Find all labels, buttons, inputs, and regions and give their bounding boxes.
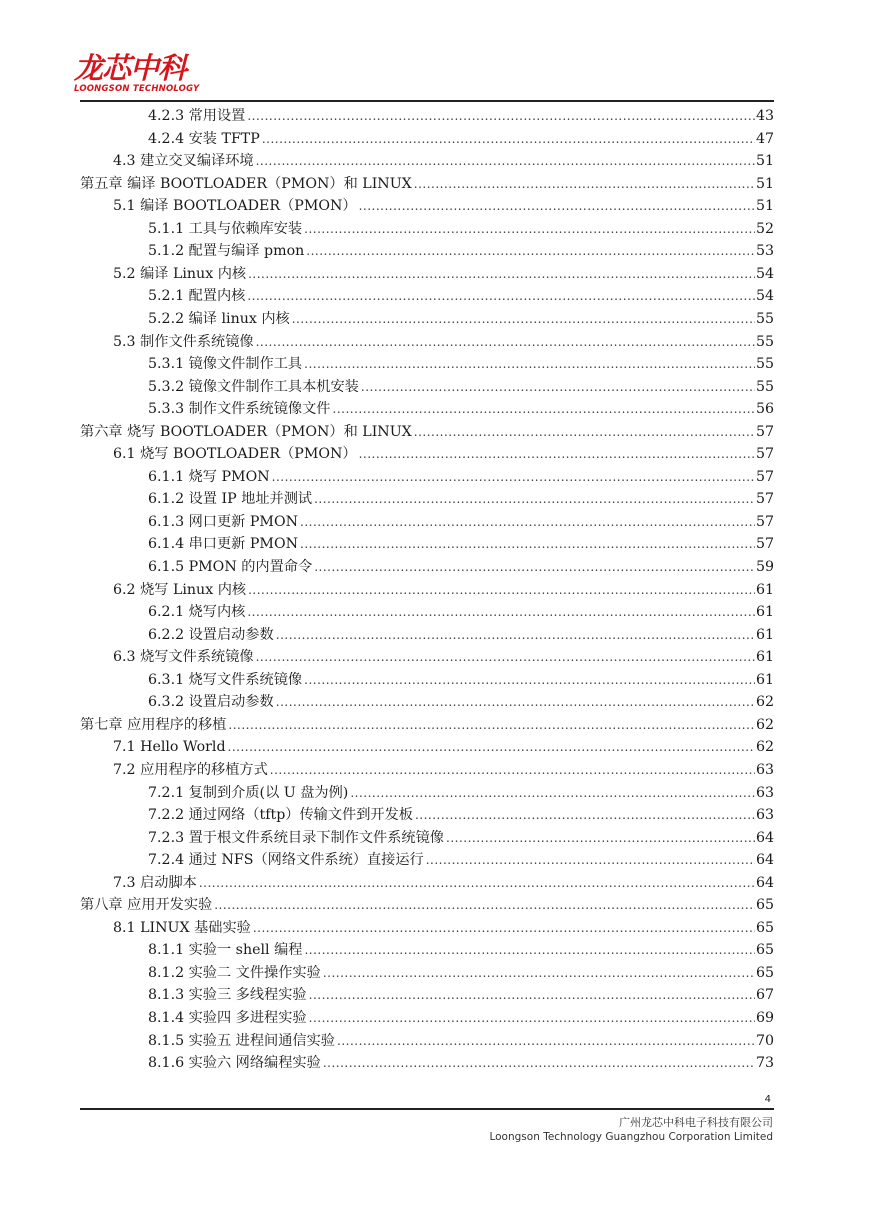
toc-dot-leader [248, 579, 755, 601]
toc-entry[interactable] [113, 579, 774, 601]
toc-entry[interactable] [148, 849, 774, 871]
toc-entry[interactable] [148, 669, 774, 691]
footer-divider [80, 1108, 774, 1110]
toc-entry-page: 56 [755, 401, 774, 418]
toc-entry-title: 第五章 编译 BOOTLOADER（PMON）和 LINUX [80, 175, 412, 192]
toc-entry-title: 7.2 应用程序的移植方式 [113, 761, 268, 778]
toc-entry[interactable] [148, 466, 774, 488]
toc-entry-page: 63 [755, 807, 774, 824]
toc-dot-leader [415, 804, 755, 826]
toc-dot-leader [306, 240, 755, 262]
toc-entry-page: 47 [755, 130, 774, 147]
toc-entry[interactable] [148, 939, 774, 961]
toc-entry[interactable] [113, 150, 774, 172]
toc-entry[interactable] [148, 1007, 774, 1029]
toc-entry[interactable] [148, 556, 774, 578]
toc-entry[interactable] [148, 1052, 774, 1074]
toc-entry-title: 5.1.1 工具与依赖库安装 [148, 220, 303, 237]
toc-entry[interactable] [113, 195, 774, 217]
toc-entry-page: 57 [755, 513, 774, 530]
toc-entry-page: 64 [755, 852, 774, 869]
toc-entry[interactable] [148, 511, 774, 533]
toc-dot-leader [272, 466, 755, 488]
toc-entry-page: 55 [755, 356, 774, 373]
toc-entry-title: 6.3.2 设置启动参数 [148, 694, 274, 711]
toc-entry-page: 64 [755, 874, 774, 891]
toc-entry-title: 7.2.2 通过网络（tftp）传输文件到开发板 [148, 807, 413, 824]
toc-entry[interactable] [148, 105, 774, 127]
toc-entry-page: 73 [755, 1055, 774, 1072]
toc-entry-page: 70 [755, 1032, 774, 1049]
toc-entry-page: 61 [755, 626, 774, 643]
toc-entry-title: 第八章 应用开发实验 [80, 897, 213, 914]
footer-company-cn: 广州龙芯中科电子科技有限公司 [619, 1116, 773, 1129]
toc-dot-leader [314, 556, 755, 578]
toc-entry[interactable] [148, 691, 774, 713]
toc-entry[interactable] [148, 804, 774, 826]
toc-dot-leader [270, 759, 755, 781]
toc-dot-leader [228, 736, 755, 758]
toc-dot-leader [304, 669, 755, 691]
toc-entry[interactable] [148, 240, 774, 262]
toc-entry-page: 53 [755, 243, 774, 260]
toc-dot-leader [333, 398, 755, 420]
toc-entry[interactable] [148, 285, 774, 307]
toc-entry-page: 61 [755, 671, 774, 688]
toc-dot-leader [337, 1030, 755, 1052]
toc-entry-title: 6.1 烧写 BOOTLOADER（PMON） [113, 446, 357, 463]
logo-chinese-text: 龙芯中科 [74, 51, 187, 85]
toc-entry-page: 65 [755, 964, 774, 981]
toc-entry[interactable] [80, 173, 774, 195]
toc-dot-leader [426, 849, 755, 871]
toc-dot-leader [247, 105, 755, 127]
toc-entry-title: 7.2.4 通过 NFS（网络文件系统）直接运行 [148, 852, 424, 869]
toc-entry-title: 5.2 编译 Linux 内核 [113, 265, 247, 282]
toc-entry-page: 64 [755, 829, 774, 846]
toc-entry-title: 8.1.3 实验三 多线程实验 [148, 987, 307, 1004]
toc-entry-title: 6.1.4 串口更新 PMON [148, 536, 298, 553]
toc-entry[interactable] [148, 376, 774, 398]
toc-entry-page: 52 [755, 220, 774, 237]
toc-entry[interactable] [113, 872, 774, 894]
toc-dot-leader [304, 218, 755, 240]
toc-dot-leader [228, 714, 755, 736]
toc-entry-title: 6.1.1 烧写 PMON [148, 468, 270, 485]
footer-company-en: Loongson Technology Guangzhou Corporation Limited [489, 1131, 773, 1143]
toc-dot-leader [248, 263, 755, 285]
toc-entry-title: 6.3 烧写文件系统镜像 [113, 649, 254, 666]
toc-entry-title: 7.2.1 复制到介质(以 U 盘为例) [148, 784, 349, 801]
toc-entry[interactable] [148, 218, 774, 240]
toc-entry-page: 69 [755, 1010, 774, 1026]
toc-entry-title: 第七章 应用程序的移植 [80, 716, 227, 733]
toc-entry-page: 65 [755, 897, 774, 914]
toc-entry-title: 5.1 编译 BOOTLOADER（PMON） [113, 198, 357, 215]
toc-entry[interactable] [80, 894, 774, 916]
toc-entry[interactable] [148, 782, 774, 804]
toc-entry-page: 55 [755, 310, 774, 327]
toc-entry[interactable] [148, 353, 774, 375]
toc-entry-page: 57 [755, 423, 774, 440]
toc-entry-title: 8.1.2 实验二 文件操作实验 [148, 964, 321, 981]
toc-entry-page: 61 [755, 649, 774, 666]
toc-dot-leader [300, 511, 755, 533]
toc-dot-leader [446, 827, 755, 849]
toc-entry-title: 6.1.3 网口更新 PMON [148, 513, 298, 530]
toc-dot-leader [304, 939, 754, 961]
toc-entry[interactable] [148, 128, 774, 150]
toc-entry-title: 4.2.3 常用设置 [148, 108, 246, 124]
toc-entry-title: 6.3.1 烧写文件系统镜像 [148, 671, 303, 688]
toc-entry-title: 6.2.2 设置启动参数 [148, 626, 274, 643]
toc-dot-leader [323, 962, 755, 984]
toc-dot-leader [262, 128, 755, 150]
toc-entry-title: 5.2.1 配置内核 [148, 288, 246, 305]
toc-entry[interactable] [80, 421, 774, 443]
toc-entry-page: 57 [755, 491, 774, 508]
toc-entry-title: 6.1.5 PMON 的内置命令 [148, 559, 313, 575]
toc-entry-title: 5.3 制作文件系统镜像 [113, 333, 254, 350]
toc-dot-leader [276, 691, 755, 713]
toc-entry-title: 5.1.2 配置与编译 pmon [148, 243, 305, 260]
toc-entry-title: 8.1.1 实验一 shell 编程 [148, 942, 303, 959]
toc-entry-title: 7.3 启动脚本 [113, 874, 197, 891]
toc-entry-page: 62 [755, 694, 774, 711]
toc-entry-page: 61 [755, 604, 774, 621]
toc-dot-leader [314, 488, 755, 510]
toc-entry-page: 63 [755, 761, 774, 778]
toc-dot-leader [361, 376, 755, 398]
toc-entry-page: 62 [755, 716, 774, 733]
toc-entry-title: 8.1.5 实验五 进程间通信实验 [148, 1032, 335, 1049]
toc-entry-page: 57 [755, 446, 774, 463]
toc-entry-page: 51 [755, 153, 774, 170]
toc-entry-title: 7.1 Hello World [113, 739, 226, 756]
toc-entry-page: 54 [755, 288, 774, 305]
toc-dot-leader [304, 353, 755, 375]
toc-entry[interactable] [113, 736, 774, 758]
toc-entry-title: 7.2.3 置于根文件系统目录下制作文件系统镜像 [148, 829, 444, 846]
toc-dot-leader [309, 984, 755, 1006]
toc-entry-title: 8.1 LINUX 基础实验 [113, 919, 251, 936]
toc-entry[interactable] [148, 827, 774, 849]
toc-entry[interactable] [148, 533, 774, 555]
toc-dot-leader [300, 533, 755, 555]
toc-dot-leader [323, 1052, 755, 1074]
toc-entry-title: 4.3 建立交叉编译环境 [113, 153, 254, 170]
toc-entry[interactable] [148, 308, 774, 330]
toc-dot-leader [359, 443, 755, 465]
toc-dot-leader [214, 894, 755, 916]
toc-entry-page: 62 [755, 739, 774, 756]
toc-entry-title: 4.2.4 安装 TFTP [148, 130, 260, 147]
toc-entry[interactable] [148, 962, 774, 984]
toc-entry[interactable] [80, 714, 774, 736]
toc-entry-page: 63 [755, 784, 774, 801]
toc-entry[interactable] [148, 984, 774, 1006]
toc-dot-leader [414, 421, 755, 443]
toc-entry-page: 43 [755, 108, 774, 124]
toc-entry-page: 67 [755, 987, 774, 1004]
header-divider [80, 100, 774, 102]
toc-entry-page: 55 [755, 333, 774, 350]
toc-dot-leader [256, 150, 755, 172]
company-logo [74, 52, 234, 96]
toc-entry-title: 5.3.2 镜像文件制作工具本机安装 [148, 378, 359, 395]
page-number: 4 [764, 1094, 771, 1105]
toc-entry[interactable] [148, 488, 774, 510]
toc-entry-title: 5.2.2 编译 linux 内核 [148, 310, 290, 327]
toc-dot-leader [253, 917, 755, 939]
toc-entry-title: 5.3.1 镜像文件制作工具 [148, 356, 303, 373]
toc-entry[interactable] [113, 917, 774, 939]
toc-dot-leader [414, 173, 755, 195]
toc-entry[interactable] [148, 1030, 774, 1052]
toc-entry[interactable] [113, 443, 774, 465]
toc-dot-leader [256, 646, 755, 668]
toc-entry[interactable] [113, 759, 774, 781]
toc-entry-title: 6.2 烧写 Linux 内核 [113, 581, 247, 598]
toc-entry[interactable] [148, 624, 774, 646]
toc-dot-leader [256, 331, 755, 353]
toc-dot-leader [247, 601, 755, 623]
toc-dot-leader [247, 285, 755, 307]
toc-entry-page: 61 [755, 581, 774, 598]
toc-entry-page: 57 [755, 468, 774, 485]
toc-dot-leader [309, 1007, 755, 1029]
toc-dot-leader [359, 195, 755, 217]
toc-entry-page: 59 [755, 559, 774, 575]
toc-entry[interactable] [113, 646, 774, 668]
toc-entry-title: 6.1.2 设置 IP 地址并测试 [148, 491, 313, 508]
toc-entry[interactable] [113, 331, 774, 353]
toc-entry-page: 65 [755, 919, 774, 936]
toc-entry[interactable] [113, 263, 774, 285]
toc-entry-title: 6.2.1 烧写内核 [148, 604, 246, 621]
toc-entry-page: 57 [755, 536, 774, 553]
toc-entry-title: 8.1.4 实验四 多进程实验 [148, 1010, 307, 1026]
toc-entry[interactable] [148, 398, 774, 420]
toc-entry-page: 51 [755, 198, 774, 215]
toc-entry-title: 第六章 烧写 BOOTLOADER（PMON）和 LINUX [80, 423, 412, 440]
toc-entry-page: 51 [755, 175, 774, 192]
toc-entry-page: 55 [755, 378, 774, 395]
toc-dot-leader [276, 624, 755, 646]
toc-dot-leader [350, 782, 755, 804]
toc-entry-title: 8.1.6 实验六 网络编程实验 [148, 1055, 321, 1072]
toc-dot-leader [292, 308, 755, 330]
toc-entry-page: 65 [755, 942, 774, 959]
toc-entry-page: 54 [755, 265, 774, 282]
toc-entry-title: 5.3.3 制作文件系统镜像文件 [148, 401, 331, 418]
toc-entry[interactable] [148, 601, 774, 623]
logo-english-text: LOONGSON TECHNOLOGY [74, 84, 200, 94]
toc-dot-leader [199, 872, 755, 894]
